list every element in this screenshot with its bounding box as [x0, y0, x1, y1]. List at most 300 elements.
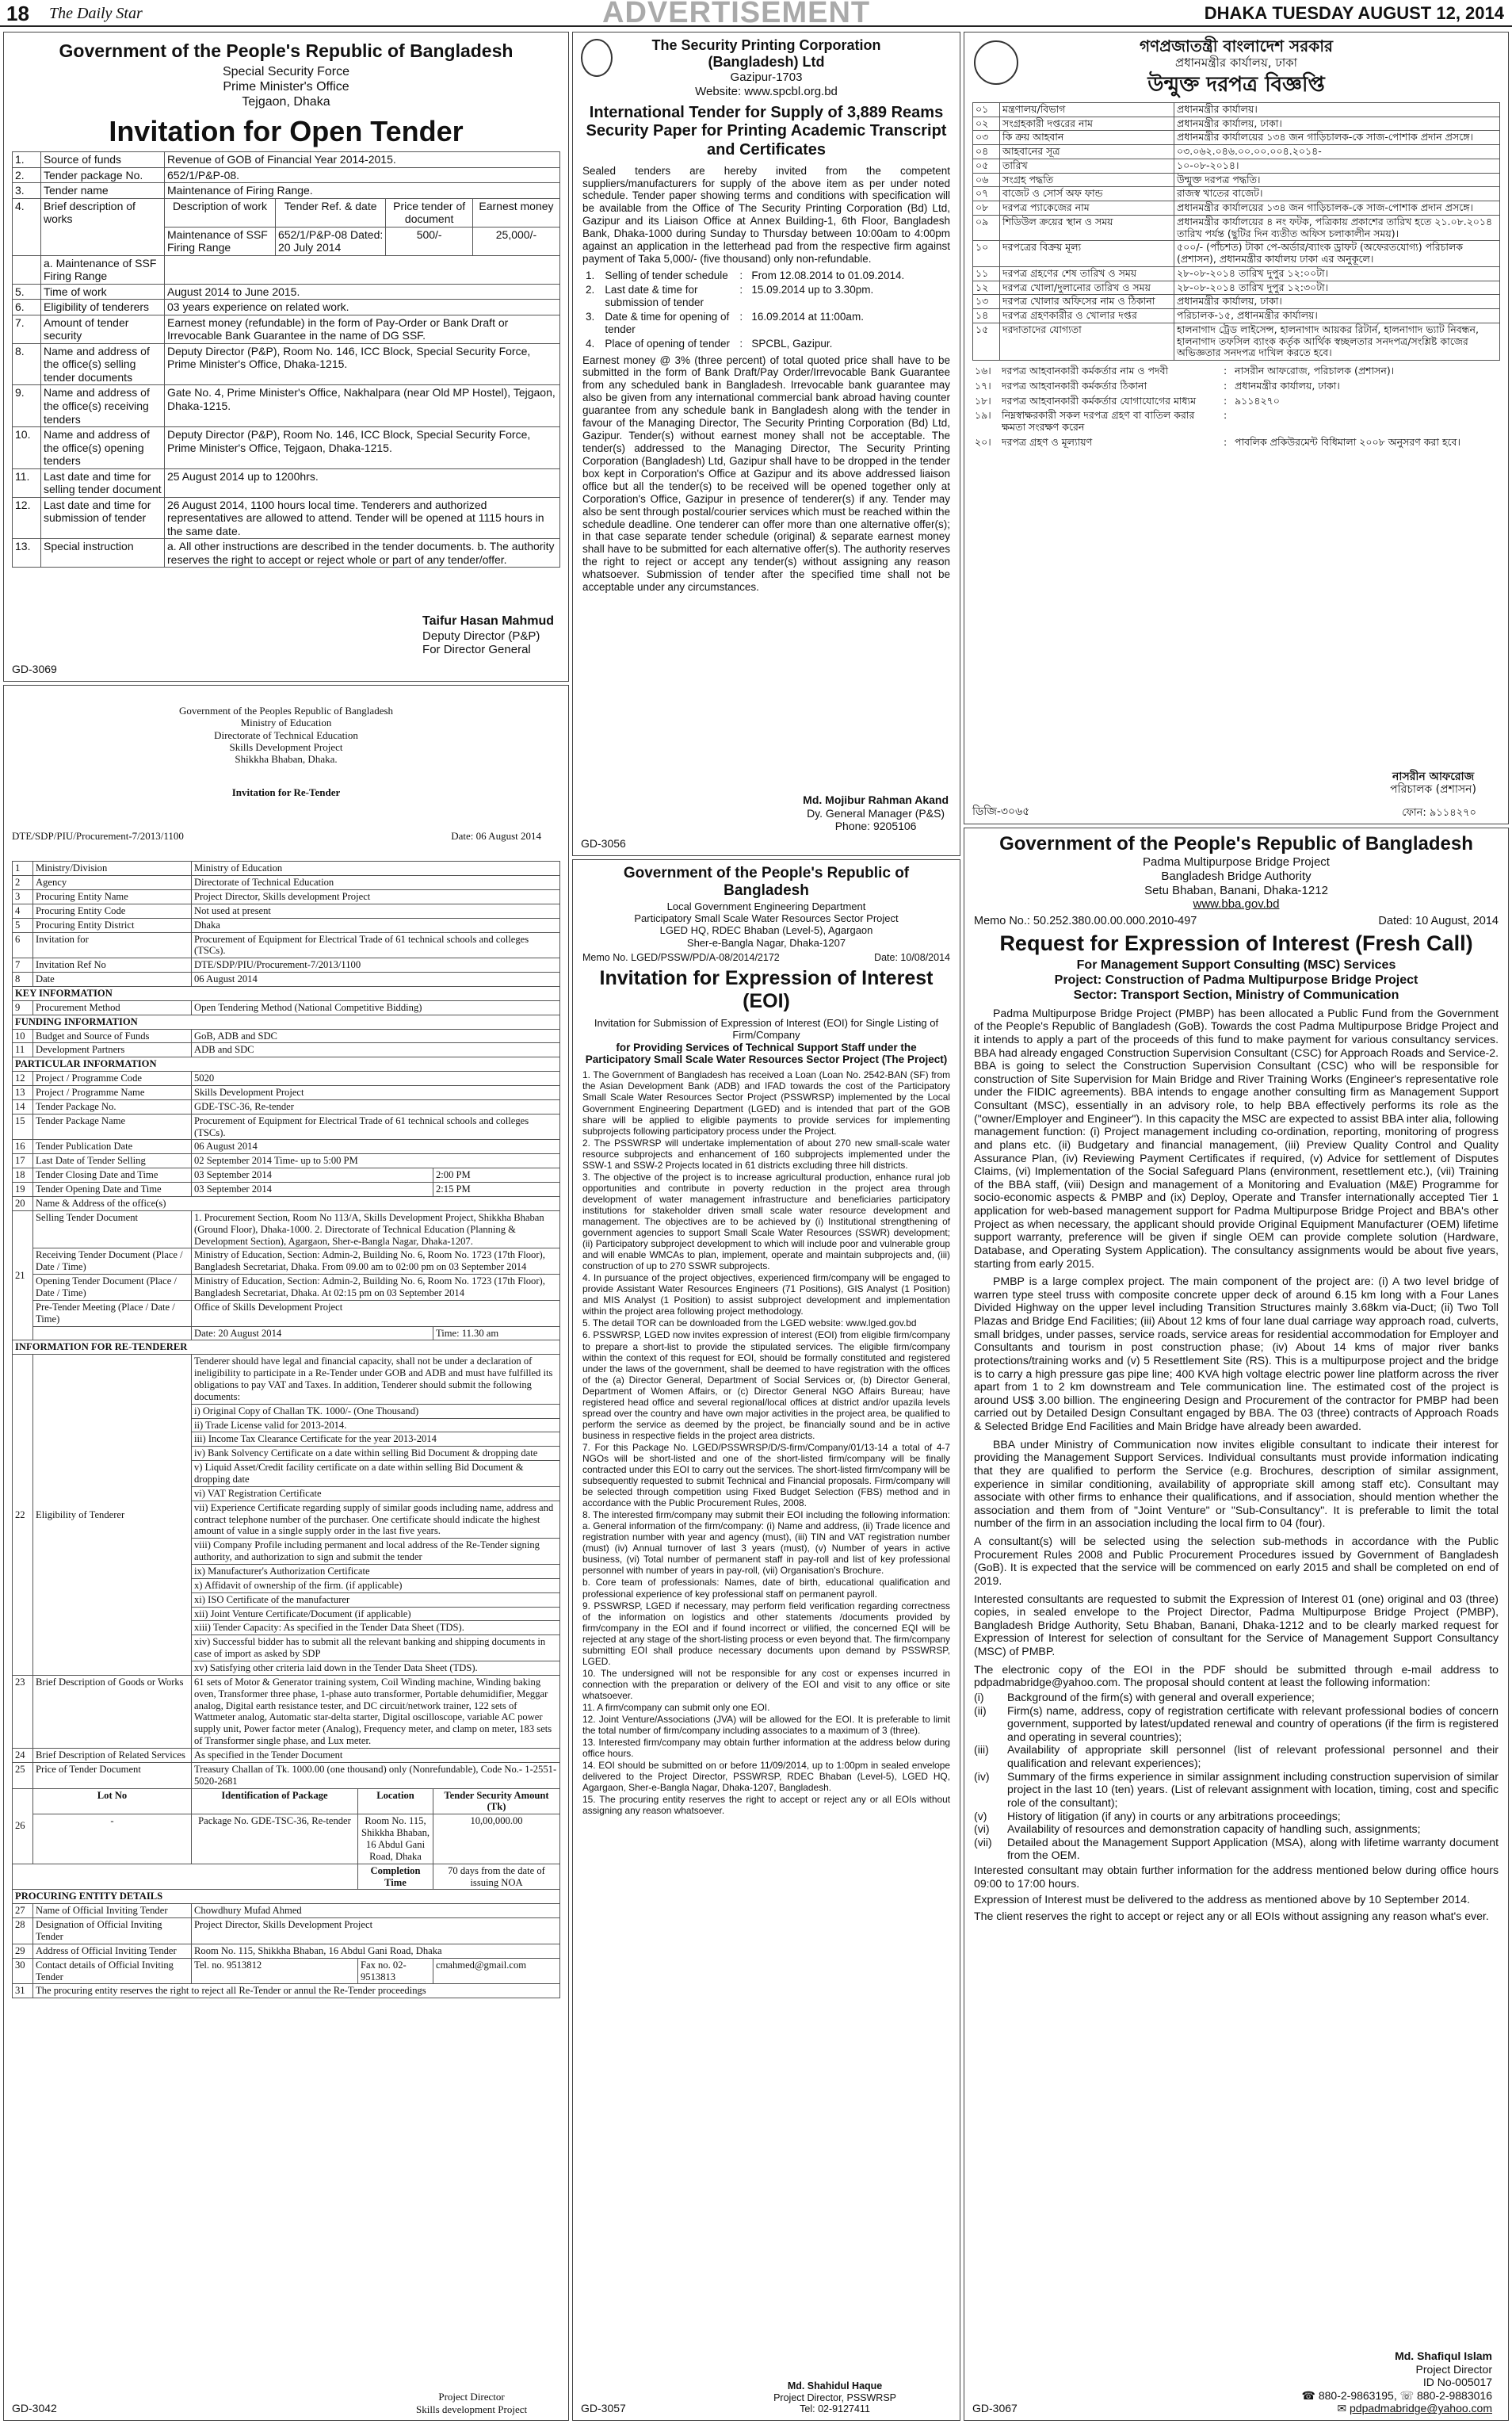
paragraph: 4. In pursuance of the project objectives, experienced firm/company will be engaged to provide Assistant Water Resources Engineers (71 Positions), GIS Analyst (1 Position) and MIS Analyst (1 Position) to assist subproject development and implementation within the project area following project methodology. [582, 1272, 950, 1317]
paragraph: 7. For this Package No. LGED/PSSWRSP/D/S-firm/Company/01/13-14 a total of 4-7 NGOs will be short-listed and one of the short-listed firm/company will be finally contracted under this EOI to carry out the services. The short-listed firm/company will be subsequently requested to submit Technical and Financial proposals. Firm/company will be selected through competition using Fixed Budget Selection (FBS) method and in accordance with the Public Procurement Rules, 2008. [582, 1441, 950, 1509]
paragraph: b. Core team of professionals: Names, date of birth, educational qualification and professional experience of key professional staff on permanent payroll. [582, 1577, 950, 1600]
section-header [13, 1015, 560, 1029]
phone: ফোন: ৯১১৪২৭০ [1402, 806, 1476, 819]
paragraph: 12. Joint Venture/Associations (JVA) will be allowed for the EOI. It is preferable to limit the total number of firm/company including associates to a maximum of 3 (three). [582, 1714, 950, 1737]
body-text [582, 1069, 950, 1816]
table-cell: Date [33, 973, 192, 987]
table-cell: দরপত্র গ্রহণকারীর ও খোলার দপ্তর [1000, 309, 1174, 323]
table-cell: ৫০০/- (পাঁচশত) টাকা পে-অর্ডার/ব্যাংক ড্রাফট (অফেরতযোগ্য) পরিচালক (প্রশাসন), প্রধানমন্ত্রীর কার্যালয় ঢাকা এর অনুকূলে। [1174, 241, 1500, 267]
table-cell: Name and address of the office(s) receiving tenders [41, 385, 165, 427]
table-row [13, 1958, 560, 1984]
table-cell: Receiving Tender Document (Place / Date / Time) [33, 1248, 192, 1275]
table-row [13, 973, 560, 987]
table-row [973, 117, 1500, 131]
table-cell: 26 [13, 1788, 33, 1864]
table-cell: 7. [13, 315, 41, 343]
table-cell: 5 [13, 918, 33, 932]
table-row [13, 385, 560, 427]
ad-title: Government of the People's Republic of Bangladesh [623, 865, 910, 900]
table-cell: Selling Tender Document [33, 1210, 192, 1248]
ad-spcbl-tender [572, 32, 960, 856]
table-cell: Name and address of the office(s) selling tender documents [41, 343, 165, 385]
table-cell: 26 August 2014, 1100 hours local time. Tenderers and authorized representatives are allowed to attend. Tender will be opened at 1115 hours in the same date. [165, 497, 560, 539]
table-cell: ১৫ [973, 323, 1000, 360]
table-cell: vi) VAT Registration Certificate [192, 1486, 560, 1501]
table-cell: 25 August 2014 up to 1200hrs. [165, 468, 560, 497]
table-cell: August 2014 to June 2015. [165, 284, 560, 300]
emblem-icon [974, 40, 1018, 85]
table-cell: Treasury Challan of Tk. 1000.00 (one thousand) only (Nonrefundable), Code No.- 1-2551-5020-2681 [192, 1762, 560, 1788]
table-cell: Date: 20 August 2014 [192, 1326, 433, 1340]
table-cell: Not used at present [192, 904, 560, 918]
table-cell: 23 [13, 1675, 33, 1748]
table-row [13, 167, 560, 183]
table-cell: বাজেট ও সোর্স অফ ফান্ড [1000, 187, 1174, 201]
ad-code: GD-3042 [12, 2402, 57, 2415]
table-cell: Completion Time [358, 1864, 433, 1890]
table-cell: Description of work [165, 199, 275, 227]
table-cell: ii) Trade License valid for 2013-2014. [192, 1418, 560, 1432]
table-cell: Maintenance of SSF Firing Range [165, 227, 275, 255]
table-row [973, 215, 1500, 241]
paragraph: 9. PSSWRSP, LGED if necessary, may perform field verification regarding correctness of the information on logistics and other statements /documents provided by firm/company in the EOI and if found incorrect or vilified, the concerned EQI will be rejected at any stage of the short-listing process or even beyond that. The firm/company submitting EOI shall produce necessary documents upon demand by PSSWRSP, LGED. [582, 1600, 950, 1667]
table-cell: 25 [13, 1762, 33, 1788]
table-cell: Place of opening of tender [605, 337, 731, 350]
table-cell: প্রধানমন্ত্রীর কার্যালয়। [1174, 102, 1500, 117]
table-cell: Project Director, Skills development Project [192, 890, 560, 904]
sub-heading: for Providing Services of Technical Support Staff under the Participatory Small Scale Water Resources Sector Project (The Project) [585, 1041, 948, 1066]
table-cell: Office of Skills Development Project [192, 1300, 560, 1326]
table-cell: প্রধানমন্ত্রীর কার্যালয়ের ১৩৪ জন গাড়িচালক-কে সাজ-পোশাক প্রদান প্রসঙ্গে। [1174, 131, 1500, 145]
table-cell: প্রধানমন্ত্রীর কার্যালয়, ঢাকা। [1235, 379, 1340, 392]
table-row [13, 918, 560, 932]
table-cell: FUNDING INFORMATION [13, 1015, 560, 1029]
table-cell: ০৭ [973, 187, 1000, 201]
table-cell: সংগ্রহকারী দপ্তরের নাম [1000, 117, 1174, 131]
table-cell: Tender Package Name [33, 1114, 192, 1140]
table-row [13, 1210, 560, 1248]
table-cell: 15 [13, 1114, 33, 1140]
table-row [13, 1984, 560, 1998]
table-cell: নাসরীন আফরোজ, পরিচালক (প্রশাসন)। [1235, 365, 1395, 377]
table-cell: xiv) Successful bidder has to submit all the relevant banking and shipping documents in case of import as asked by SDP [192, 1635, 560, 1661]
website: Website: www.spcbl.org.bd [695, 85, 838, 99]
email-link[interactable]: pdpadmabridge@yahoo.com [1350, 2402, 1492, 2415]
table-row [13, 1154, 560, 1168]
org-line: Special Security Force [222, 65, 350, 79]
table-row [972, 408, 1500, 435]
table-row [13, 315, 560, 343]
table-row [13, 958, 560, 973]
paragraph: 5. The detail TOR can be downloaded from the LGED website: www.lged.gov.bd [582, 1317, 917, 1329]
paragraph: 15. The procuring entity reserves the right to accept or reject any or all EOIs without assigning any reason whatsoever. [582, 1794, 950, 1817]
ad-title: গণপ্রজাতন্ত্রী বাংলাদেশ সরকার [1140, 36, 1333, 55]
table-cell: Tender Closing Date and Time [33, 1168, 192, 1183]
table-cell: PARTICULAR INFORMATION [13, 1057, 560, 1072]
table-cell: ০৪ [973, 145, 1000, 159]
section-header [13, 1340, 560, 1355]
table-row [13, 1326, 560, 1340]
table-cell: Price of Tender Document [33, 1762, 192, 1788]
sub-heading: Project: Construction of Padma Multipurpose Bridge Project [1054, 973, 1418, 987]
table-cell: : [739, 283, 743, 296]
table-cell [13, 1864, 358, 1890]
table-cell: Brief Description of Related Services [33, 1749, 192, 1763]
table-cell: 652/1/P&P-08. [165, 167, 560, 183]
table-cell: Room No. 115, Shikkha Bhaban, 16 Abdul Gani Road, Dhaka [192, 1944, 560, 1958]
table-cell: 3 [13, 890, 33, 904]
tender-table [12, 151, 560, 568]
table-row [13, 1355, 560, 1404]
ad-pmo-bengali-tender [964, 32, 1509, 824]
table-cell: 13 [13, 1086, 33, 1100]
table-cell: - [33, 1814, 192, 1864]
table-cell: As specified in the Tender Document [192, 1749, 560, 1763]
table-cell: : [739, 310, 743, 323]
paragraph: 1. The Government of Bangladesh has received a Loan (Loan No. 2542-BAN (SF) from the Asian Development Bank (ADB) and IFAD towards the cost of the Participatory Small Scale Water Resources Sector Project (PSSWRSP) implemented by the Local Government Engineering Department (LGED) and is intended that part of the GOB share will be applied to eligible payments to provide services for implementing subprojects following participatory process under the Project. [582, 1069, 950, 1137]
table-row [973, 173, 1500, 187]
table-cell: 29 [13, 1944, 33, 1958]
table-cell: ১৪ [973, 309, 1000, 323]
org-line: Participatory Small Scale Water Resources Sector Project [634, 912, 899, 925]
table-row [13, 1072, 560, 1086]
table-cell: ১২ [973, 281, 1000, 295]
ad-lged-eoi [572, 859, 960, 2421]
table-cell: প্রধানমন্ত্রীর কার্যালয়, ঢাকা। [1174, 295, 1500, 309]
schedule-row [582, 310, 950, 337]
table-row [13, 183, 560, 199]
table-cell: 06 August 2014 [192, 973, 560, 987]
body-text: Padma Multipurpose Bridge Project (PMBP) has been allocated a Public Fund from the Government of the People's Republic of Bangladesh (GoB). Towards the cost Padma Multipurpose Bridge Project and it intends to apply a part of the proceeds of this fund to make payment for various consultancy services. BBA had already engaged Construction Supervision Consultant (CSC) for Approach Roads and Service-2. BBA is going to select the Construction Supervision Consultant (CSC) who will be responsible for construction of Site Supervision for Main Bridge and River Training Works (Engineer's representative role under the FIDIC agreements). BBA intends to engage another consulting firm as Management Support Consultant (MSC), essentially in an advisory role, to help BBA effectively performs its role as the ("owner/Employer and Engineer"). In this capacity the MSC are expected to assist BBA inter alia, following management function: (i) Project management including co-ordination, reporting, monitoring of progress and plans etc. (ii) Budgetary and financial management, (iii) Preview Quality Control and Quality Assurance Plan, (iv) Reviewing Payment Certificates if required, (v) Advice for settlement of Disputes Claims, (vi) Implementation of the Social Safeguard Plans (environment, resettlement etc.), (vii) Training of the BBA staff, (viii) Design and management of a Monitoring and Evaluation (M&E) Programme for socio-economic aspects & PMBP and (ix) Deploy, Operate and Transfer internationally accepted Tier 1 application for web-based management support for Padma Multipurpose Bridge Project and BBA's other Project as when necessary, the applicant should provide Original Equipment Manufacturer (OEM) lifetime support warranty, preference will be given if single OEM can provide complete solution (Hardware, Database, and Operating System Application). The consultancy assignments would be about five years, starting from early 2015. PMBP is a large complex project. The main component of the project are: (i) A two level bridge of warren type steel truss with composite concrete upper deck of around 6.15 km long with a Four Lanes Divided Highway on the upper level including Transition Structures mainly 3.68km via-Duct; (ii) Two Toll Plazas and Bridge End Facilities; (iii) About 12 kms of four lane dual carriage way approach road, culverts, small bridges, under passes, service roads, service areas for residential accommodation for Employer and Consultants and tourism in post construction phase; (iv) About 14 kms of major river banks protections/training works and (v) 5 Resettlement Site (RS). This is a multipurpose project and the bridge is to carry a high pressure gas pipe line; 400 KVA high voltage electric power line platform across the river apart from 1 to 2 km downstream and Tele communication line. The estimated cost of the project is around US$ 3.00 billion. The engineering Design and Procurement of the contractor for PMBP had been carried out by Detailed Design Consultant engaged by BBA. The 03 (three) contracts of Approach Roads & Selected Bridge End Facilities and Main Bridge have already been awarded. BBA under Ministry of Communication now invites eligible consultant to indicate their interest for providing the Management Support Services. Individual consultants must provide information indicating that they are qualified to perform the Service (e.g. Brochures, description of similar assignment, experience in similar conditioning, availability of appropriate skill among staff etc). Consultant may associate with other firms to enhance their qualifications, and if association, should mention whether the association and them from of "Joint Venture" or "Sub-Consultancy". It is preferable to limit the total number of the firm in an association including the local firm to 04 (four). A consultant(s) will be selected using the selection sub-methods in accordance with the Public Procurement Rules 2008 and Public Procurement Procedures issued by Government of Bangladesh (GoB). It is expected that the service will be commenced on early 2015 and shall be completed on end of 2019. Interested consultants are requested to submit the Expression of Interest 01 (one) original and 03 (three) copies, in sealed envelope to the Project Director, Padma Multipurpose Bridge Project (PMBP), Bangladesh Bridge Authority, Setu Bhaban, Banani, Dhaka-1212 and to be clearly marked request for Expression of Interest for selection of consultant for the Service of Management Support Consultancy (MSC) of PMBP. The electronic copy of the EOI in the PDF should be submitted through e-mail address to pdpadmabridge@yahoo.com. The proposal should content at least the following information: (i) Background of the firm(s) with general and overall experience; (ii) Firm(s) name, address, copy of registration certificate with relevant professional bodies of concern government, supported by latest/updated renewal and country of operations (if the firm is registered and operating in several countries); (iii) Availability of appropriate skill personnel (list of relevant professional personnel and their qualification and relevant experiences); (iv) Summary of the firms experience in similar assignment including construction supervision of similar project in the last 10 (ten) years. (List of relevant assignment with location, timing, cost and specific role of the consultant); (v) History of litigation (if any) in courts or any arbitrations proceedings; (vi) Availability of resources and demonstration capacity of handling such, assignments; (vii) Detailed about the Management Support Application (MSA), along with lifetime warranty document from the OEM. Interested consultant may obtain further information for the address mentioned below during office hours 09:00 to 17:00 hours. Expression of Interest must be delivered to the address as mentioned above by 10 September 2014. The client reserves the right to accept or reject any or all EOIs without assigning any reason what's ever. [974, 1006, 1499, 1922]
table-cell: xiii) Tender Capacity: As specified in the Tender Data Sheet (TDS). [192, 1621, 560, 1635]
table-row [13, 1043, 560, 1057]
table-cell: cmahmed@gmail.com [433, 1958, 560, 1984]
table-cell: : [1224, 379, 1228, 392]
table-cell: : [1224, 435, 1228, 448]
table-cell: DTE/SDP/PIU/Procurement-7/2013/1100 [192, 958, 560, 973]
list-item: (i) Background of the firm(s) with general and overall experience; [974, 1690, 1315, 1703]
table-cell: 1 [13, 862, 33, 876]
table-cell: 9. [13, 385, 41, 427]
table-cell: ০৬ [973, 173, 1000, 187]
table-cell: 03 years experience on related work. [165, 300, 560, 315]
table-row [13, 255, 560, 284]
paragraph: 13. Interested firm/company may obtain further information at the address below during office hours. [582, 1737, 950, 1760]
table-cell: 11. [13, 468, 41, 497]
table-row [973, 187, 1500, 201]
table-row [13, 1944, 560, 1958]
table-row [13, 300, 560, 315]
table-cell: Name & Address of the office(s) [33, 1196, 560, 1210]
table-row [13, 1196, 560, 1210]
table-cell [33, 1326, 192, 1340]
table-cell: Procurement Method [33, 1000, 192, 1015]
table-cell: 1. [586, 270, 595, 281]
org-line: Setu Bhaban, Banani, Dhaka-1212 [1144, 883, 1328, 897]
table-cell: Fax no. 02-9513813 [358, 1958, 433, 1984]
table-cell: i) Original Copy of Challan TK. 1000/- (One Thousand) [192, 1404, 560, 1418]
table-cell: Last date & time for submission of tender [605, 283, 704, 308]
table-cell: ০১ [973, 102, 1000, 117]
table-row [13, 1300, 560, 1326]
schedule-table [582, 269, 950, 351]
table-row [13, 1029, 560, 1043]
table-cell: Location [358, 1788, 433, 1814]
table-cell: 13. [13, 539, 41, 568]
table-cell: Contact details of Official Inviting Tender [33, 1958, 192, 1984]
table-cell: 11 [13, 1043, 33, 1057]
table-cell: 16 [13, 1140, 33, 1154]
ad-heading: Invitation for Open Tender [109, 114, 464, 147]
table-cell: Last Date of Tender Selling [33, 1154, 192, 1168]
table-cell: 31 [13, 1984, 33, 1998]
table-row [13, 1140, 560, 1154]
table-row [13, 1918, 560, 1944]
table-cell: ১৭। [975, 379, 991, 392]
table-row [972, 364, 1500, 379]
table-cell: 500/- [386, 227, 473, 255]
table-cell: Last date and time for submission of tender [41, 497, 165, 539]
table-row [973, 241, 1500, 267]
table-cell: Dhaka [192, 918, 560, 932]
table-cell: 19 [13, 1183, 33, 1197]
table-cell: Eligibility of Tenderer [33, 1355, 192, 1676]
org-line: Skills Development Project [229, 740, 343, 753]
table-cell: 18 [13, 1168, 33, 1183]
table-cell: পরিচালক-১৫, প্রধানমন্ত্রীর কার্যালয়। [1174, 309, 1500, 323]
table-cell: Opening Tender Document (Place / Date / Time) [33, 1275, 192, 1301]
ref-line: DTE/SDP/PIU/Procurement-7/2013/1100 Date: 06 August 2014 [12, 829, 541, 842]
table-cell: 5. [13, 284, 41, 300]
table-cell: Tender Security Amount (Tk) [433, 1788, 560, 1814]
table-cell: Tender package No. [41, 167, 165, 183]
org-line: Padma Multipurpose Bridge Project [1143, 855, 1330, 870]
table-row [13, 1168, 560, 1183]
table-cell: Tenderer should have legal and financial capacity, shall not be under a declaration of ineligibility to participate in a Re-Tender under GOB and ADB and must have fulfilled its obligations to pay VAT and Taxes. In addition, Tenderer should submit the following documents: [192, 1355, 560, 1404]
table-cell: Pre-Tender Meeting (Place / Date / Time) [33, 1300, 192, 1326]
section-title: ADVERTISEMENT [602, 0, 871, 29]
schedule-row [582, 269, 950, 283]
signature-block: Project Director Skills development Project [416, 2391, 528, 2415]
table-cell: Revenue of GOB of Financial Year 2014-2015. [165, 152, 560, 168]
table-cell: Project / Programme Name [33, 1086, 192, 1100]
table-cell: Invitation Ref No [33, 958, 192, 973]
ad-code: GD-3057 [581, 2402, 626, 2415]
paragraph: 8. The interested firm/company may submit their EOI including the following information: a. General information of the firm/company: (i) Name and address, (ii) Trade licence and registration number with year and agency (must), (iii) TIN and VAT registration number (must) (iv) Annual turnover of last 3 years (must), (v) Number of years in active business, (vi) Total number of permanent staff in pay-roll and list of key professional personnel with number of years in pay-roll, (vii) Organisation's Brochure. [582, 1509, 950, 1577]
table-cell: 4 [13, 904, 33, 918]
table-cell [1232, 408, 1500, 435]
table-cell: vii) Experience Certificate regarding supply of similar goods including name, address and contract telephone number of the purchaser. One certificate should indicate the highest amount of value in a single supply order in the last five years. [192, 1501, 560, 1539]
table-row [13, 1904, 560, 1918]
table-cell: Date & time for opening of tender [605, 310, 730, 335]
list-item: (ii) Firm(s) name, address, copy of registration certificate with relevant professional bodies of concern government, supported by latest/updated renewal and country of operations (if the firm is registered and operating in several countries); [974, 1703, 1499, 1743]
ad-title: Government of the People's Republic of Bangladesh [59, 40, 514, 61]
table-row [973, 266, 1500, 281]
table-row [13, 876, 560, 890]
table-cell: ১০-০৮-২০১৪। [1174, 159, 1500, 173]
signature-block: Md. Shafiqul Islam Project Director ID No-005017 ☎ 880-2-9863195, ☏ 880-2-9883016 ✉ pdpadmabridge@yahoo.com [1301, 2349, 1492, 2415]
ad-heading: International Tender for Supply of 3,889 Reams Security Paper for Printing Academic Transcript and Certificates [586, 103, 947, 159]
table-cell: ০৫ [973, 159, 1000, 173]
table-row [13, 1114, 560, 1140]
paragraph: 3. The objective of the project is to increase agricultural production, enhance rural job opportunities and contribute in poverty reduction in the project area through development of water management infrastructure and beneficiaries participatory institutions for stakeholder driven small scale water resource development and management. The objectives are to be achieved by (i) Institutional strengthening of government agencies to support Small Scale Water Resources (SSWR) development; (ii) Participatory subproject development to which will include poor and vulnerable group and will enable WMCAs to plan, implement, operate and maintain subprojects and, (iii) construction of up to 270 SSWR subprojects. [582, 1171, 950, 1272]
table-cell: Name of Official Inviting Tender [33, 1904, 192, 1918]
table-cell: Procurement of Equipment for Electrical Trade of 61 technical schools and colleges (TSCs). [192, 1114, 560, 1140]
table-cell: 27 [13, 1904, 33, 1918]
table-cell: 28 [13, 1918, 33, 1944]
page-number: 18 [6, 2, 29, 25]
table-cell: Chowdhury Mufad Ahmed [192, 1904, 560, 1918]
signature-block: Md. Shahidul Haque Project Director, PSSWRSP Tel: 02-9127411 [773, 2380, 896, 2415]
table-cell: ADB and SDC [192, 1043, 560, 1057]
table-cell: Directorate of Technical Education [192, 876, 560, 890]
body-text: Earnest money @ 3% (three percent) of total quoted price shall have to be submitted in the form of Bank Draft/Pay Order/Irrevocable Bank Guarantee from any scheduled bank in Bangladesh. Irrevocable bank guarantee may also be given from any international commercial bank abroad having counter guarantee from any schedule bank in Bangladesh along with the tender in favour of the Managing Director, The Security Printing Corporation (Bd) Ltd, Gazipur. Tender(s) without earnest money shall not be acceptable. The tender(s) addressed to the Managing Director, The Security Printing Corporation (Bangladesh) Ltd, Gazipur shall have to be dropped in the tender box kept in Corporation's Office at Gazipur and its above addressed liaison office but all the tender(s) to be received will be opened together only at Corporation's Office, Gazipur in presence of tenderer(s) if any. Tender may also be sent through postal/courier services which must be reached within the schedule deadline. One tenderer can offer more than one alternative offer(s); in that case separate tender schedule (original) & separate earnest money shall have to be submitted for each alternative offer(s). The authority reserves the right to reject or accept any tender(s) without assigning any reason whatsoever. Submission of tender after the specified time shall not be acceptable under any circumstances. [582, 354, 950, 594]
table-cell: ১০ [973, 241, 1000, 267]
table-cell: 02 September 2014 Time- up to 5:00 PM [192, 1154, 560, 1168]
table-cell: মন্ত্রণালয়/বিভাগ [1000, 102, 1174, 117]
table-cell: : [739, 337, 743, 350]
table-cell: Tender Publication Date [33, 1140, 192, 1154]
table-cell: Tender Ref. & date [275, 199, 385, 227]
table-cell: ০৩ [973, 131, 1000, 145]
table-cell: 8. [13, 343, 41, 385]
org-line: Tejgaon, Dhaka [242, 94, 330, 109]
lot-row [13, 1814, 560, 1864]
list-item: (iii) Availability of appropriate skill personnel (list of relevant professional personnel and their qualification and relevant experiences); [974, 1743, 1499, 1770]
table-cell: দরপত্রের বিক্রয় মূল্য [1000, 241, 1174, 267]
table-cell: 30 [13, 1958, 33, 1984]
table-cell: Open Tendering Method (National Competitive Bidding) [192, 1000, 560, 1015]
table-cell: 14 [13, 1099, 33, 1114]
table-cell: দরপত্র প্যাকেজের নাম [1000, 201, 1174, 216]
table-cell: Tel. no. 9513812 [192, 1958, 358, 1984]
email-icon: ✉ [1337, 2402, 1347, 2415]
paragraph: 6. PSSWRSP, LGED now invites expression of interest (EOI) from eligible firm/company to prepare a short-list to provide the stipulated services. The eligible firm/company within the context of this request for EOI, should be formally constituted and registered under the laws of the government, shall be deemed to have registration with the offices of the (a) Director General, Department of Social Services or, (b) Director General, Department of Women Affairs, or (c) Director General NGO Affairs Bureau; have registered head office and several regional/local offices at district and/or upazila levels spread over the country and have own major activities in the project area, be qualified to perform the service as deemed by the project, be financially sound and be in active business in respective fields in the project area districts. [582, 1329, 950, 1441]
table-cell: x) Affidavit of ownership of the firm. (if applicable) [192, 1578, 560, 1592]
table-cell: SPCBL, Gazipur. [751, 337, 833, 350]
table-cell: 06 August 2014 [192, 1140, 560, 1154]
table-row [13, 1762, 560, 1788]
body-text: Sealed tenders are hereby invited from the competent suppliers/manufacturers for supply of the above item as per under noted schedule. Tender paper showing terms and conditions with specification will be available from the Office of The Security Printing Corporation (Bd) Ltd, Gazipur and its Liaison Office at Annex Building-1, 6th Floor, Bangladesh Bank, Dhaka-1000 during Sunday to Thursday between 10:00am to 4:00pm against an application in the letterhead pad from the respective firm against payment of Taka 5,000/- (five thousand) only non-refundable. [582, 164, 950, 266]
table-cell: পাবলিক প্রকিউরমেন্ট বিধিমালা ২০০৮ অনুসরণ করা হবে। [1235, 435, 1460, 448]
table-cell: কি ক্রয় আহবান [1000, 131, 1174, 145]
table-cell [165, 198, 560, 255]
signature-block: Md. Mojibur Rahman Akand Dy. General Manager (P&S) Phone: 9205106 [803, 793, 949, 833]
table-cell: ০৮ [973, 201, 1000, 216]
lot-extra [13, 1864, 560, 1890]
table-cell: ০২ [973, 117, 1000, 131]
table-cell: 12. [13, 497, 41, 539]
paragraph: 14. EOI should be submitted on or before 11/09/2014, up to 1:00pm in sealed envelope delivered to the Project Director, PSSWRSP, RDEC Bhaban (Level-5), LGED HQ, Agargaon, Sher-e-Bangla Nagar, Dhaka-1207, Bangladesh. [582, 1760, 950, 1794]
signature-block: নাসরীন আফরোজ পরিচালক (প্রশাসন) [1390, 770, 1476, 797]
memo-line: Memo No. LGED/PSSW/PD/A-08/2014/2172 Date: 10/08/2014 [582, 952, 950, 964]
table-cell: Identification of Package [192, 1788, 358, 1814]
table-cell: Time of work [41, 284, 165, 300]
table-row [973, 159, 1500, 173]
paragraph: 10. The undersigned will not be responsible for any cost or expenses incurred in connection with the preparation or delivery of the EOI and visit to any office or site whatsoever. [582, 1667, 950, 1701]
table-cell: দরপত্র খোলা/দুলানোর তারিখ ও সময় [1000, 281, 1174, 295]
issue-date: DHAKA TUESDAY AUGUST 12, 2014 [1204, 3, 1504, 23]
table-cell: রাজস্ব খাতের বাজেট। [1174, 187, 1500, 201]
table-cell: 24 [13, 1749, 33, 1763]
table-cell: 8 [13, 973, 33, 987]
table-row [13, 862, 560, 876]
memo-line: Memo No.: 50.252.380.00.00.000.2010-497 Dated: 10 August, 2014 [974, 915, 1499, 928]
table-cell: iv) Bank Solvency Certificate on a date within selling Bid Document & dropping date [192, 1447, 560, 1461]
website-link[interactable]: www.bba.gov.bd [1193, 897, 1280, 912]
table-cell: Project / Programme Code [33, 1072, 192, 1086]
table-cell: KEY INFORMATION [13, 987, 560, 1001]
ad-heading: Request for Expression of Interest (Fresh Call) [999, 931, 1473, 956]
org-line: Sher-e-Bangla Nagar, Dhaka-1207 [686, 936, 846, 949]
table-cell: 652/1/P&P-08 Dated: 20 July 2014 [275, 227, 385, 255]
table-cell: Budget and Source of Funds [33, 1029, 192, 1043]
table-row [13, 1248, 560, 1275]
table-cell: প্রধানমন্ত্রীর কার্যালয়ের ৪ নং ফটক, পত্রিকায় প্রকাশের তারিখ হতে ২১.০৮.২০১৪ তারিখ পর্যন্ত (ছুটির দিন ব্যতীত অফিস চলাকালীন সময়)। [1174, 215, 1500, 241]
table-cell: 1. Procurement Section, Room No 113/A, Skills Development Project, Shikkha Bhaban (Ground Floor), Dhaka-1000. 2. Directorate of Technical Education (Planning & Development Section), Agargaon, Sher-e-Bangla Nagar, Dhaka-1207. [192, 1210, 560, 1248]
section-header [13, 1890, 560, 1904]
table-cell: Procuring Entity Name [33, 890, 192, 904]
table-cell: ২০। [975, 435, 991, 448]
table-cell: : [1224, 365, 1228, 377]
contact-table [972, 364, 1500, 450]
table-cell: Deputy Director (P&P), Room No. 146, ICC Block, Special Security Force, Prime Minister's Office, Tejgaon, Dhaka-1215. [165, 427, 560, 469]
table-cell: : [1224, 409, 1228, 422]
ad-pmbp-eoi [964, 828, 1509, 2421]
table-cell: 61 sets of Motor & Generator training system, Coil Winding machine, Winding baking oven, Transformer three phase, 1-phase auto transformer, Portable dehumidifier, Meggar analog, Digital earth resistance tester, and DC circuit/network trainer, 122 sets of Wattmeter analog, Automatic star-delta starter, Digital oscilloscope, variable AC power supply unit, Power factor meter (Analog), Frequency meter, and clamp on meter, 183 sets of Transformer single phase, and Lux meter. [192, 1675, 560, 1748]
phone-icon: ☎ [1301, 2388, 1315, 2402]
table-cell: 25,000/- [472, 227, 559, 255]
ad-code: GD-3067 [972, 2402, 1018, 2415]
schedule-row [582, 283, 950, 310]
table-row [13, 468, 560, 497]
table-cell: 1. [13, 152, 41, 168]
table-cell: উন্মুক্ত দরপত্র পদ্ধতি। [1174, 173, 1500, 187]
table-cell: iii) Income Tax Clearance Certificate for the year 2013-2014 [192, 1432, 560, 1447]
table-row [13, 343, 560, 385]
table-cell: 2:15 PM [433, 1183, 560, 1197]
table-row [973, 281, 1500, 295]
table-cell: 9 [13, 1000, 33, 1015]
table-row [973, 102, 1500, 117]
sub-heading: Invitation for Submission of Expression of Interest (EOI) for Single Listing of Firm/Company [594, 1016, 939, 1042]
sub-heading: Sector: Transport Section, Ministry of Communication [1073, 988, 1399, 1002]
table-cell: GoB, ADB and SDC [192, 1029, 560, 1043]
table-cell: ১৩ [973, 295, 1000, 309]
table-cell: 2:00 PM [433, 1168, 560, 1183]
table-cell: প্রধানমন্ত্রীর কার্যালয়ের ১৩৪ জন গাড়িচালক-কে সাজ-পোশাক প্রদান প্রসঙ্গে। [1174, 201, 1500, 216]
table-cell: ১৮। [975, 394, 991, 407]
table-cell: Skills Development Project [192, 1086, 560, 1100]
table-row [973, 131, 1500, 145]
table-cell: 7 [13, 958, 33, 973]
table-cell: Room No. 115, Shikkha Bhaban, 16 Abdul Gani Road, Dhaka [358, 1814, 433, 1864]
table-row [13, 1000, 560, 1015]
paragraph: 2. The PSSWRSP will undertake implementation of about 270 new small-scale water resource subprojects and enhancement of 160 subprojects implemented under the SSW-1 and SSW-2 Projects located in 61 districts excluding three hill districts. [582, 1137, 950, 1171]
table-row [973, 309, 1500, 323]
table-row [972, 435, 1500, 450]
table-cell: শিডিউল ক্রয়ের স্থান ও সময় [1000, 215, 1174, 241]
table-cell: Ministry of Education, Section: Admin-2, Building No. 6, Room No. 1723 (17th Floor), Bangladesh Secretariat, Dhaka. From 09.00 am to 02:00 pm on 03 September 2014 [192, 1248, 560, 1275]
table-cell: প্রধানমন্ত্রীর কার্যালয়, ঢাকা। [1174, 117, 1500, 131]
org-address: Gazipur-1703 [730, 71, 803, 85]
org-line: Government of the Peoples Republic of Bangladesh [178, 705, 394, 717]
table-row [13, 1275, 560, 1301]
ad-title: The Security Printing Corporation (Bangladesh) Ltd [651, 37, 881, 71]
table-row [13, 539, 560, 568]
table-cell: তারিখ [1000, 159, 1174, 173]
table-cell: 5020 [192, 1072, 560, 1086]
